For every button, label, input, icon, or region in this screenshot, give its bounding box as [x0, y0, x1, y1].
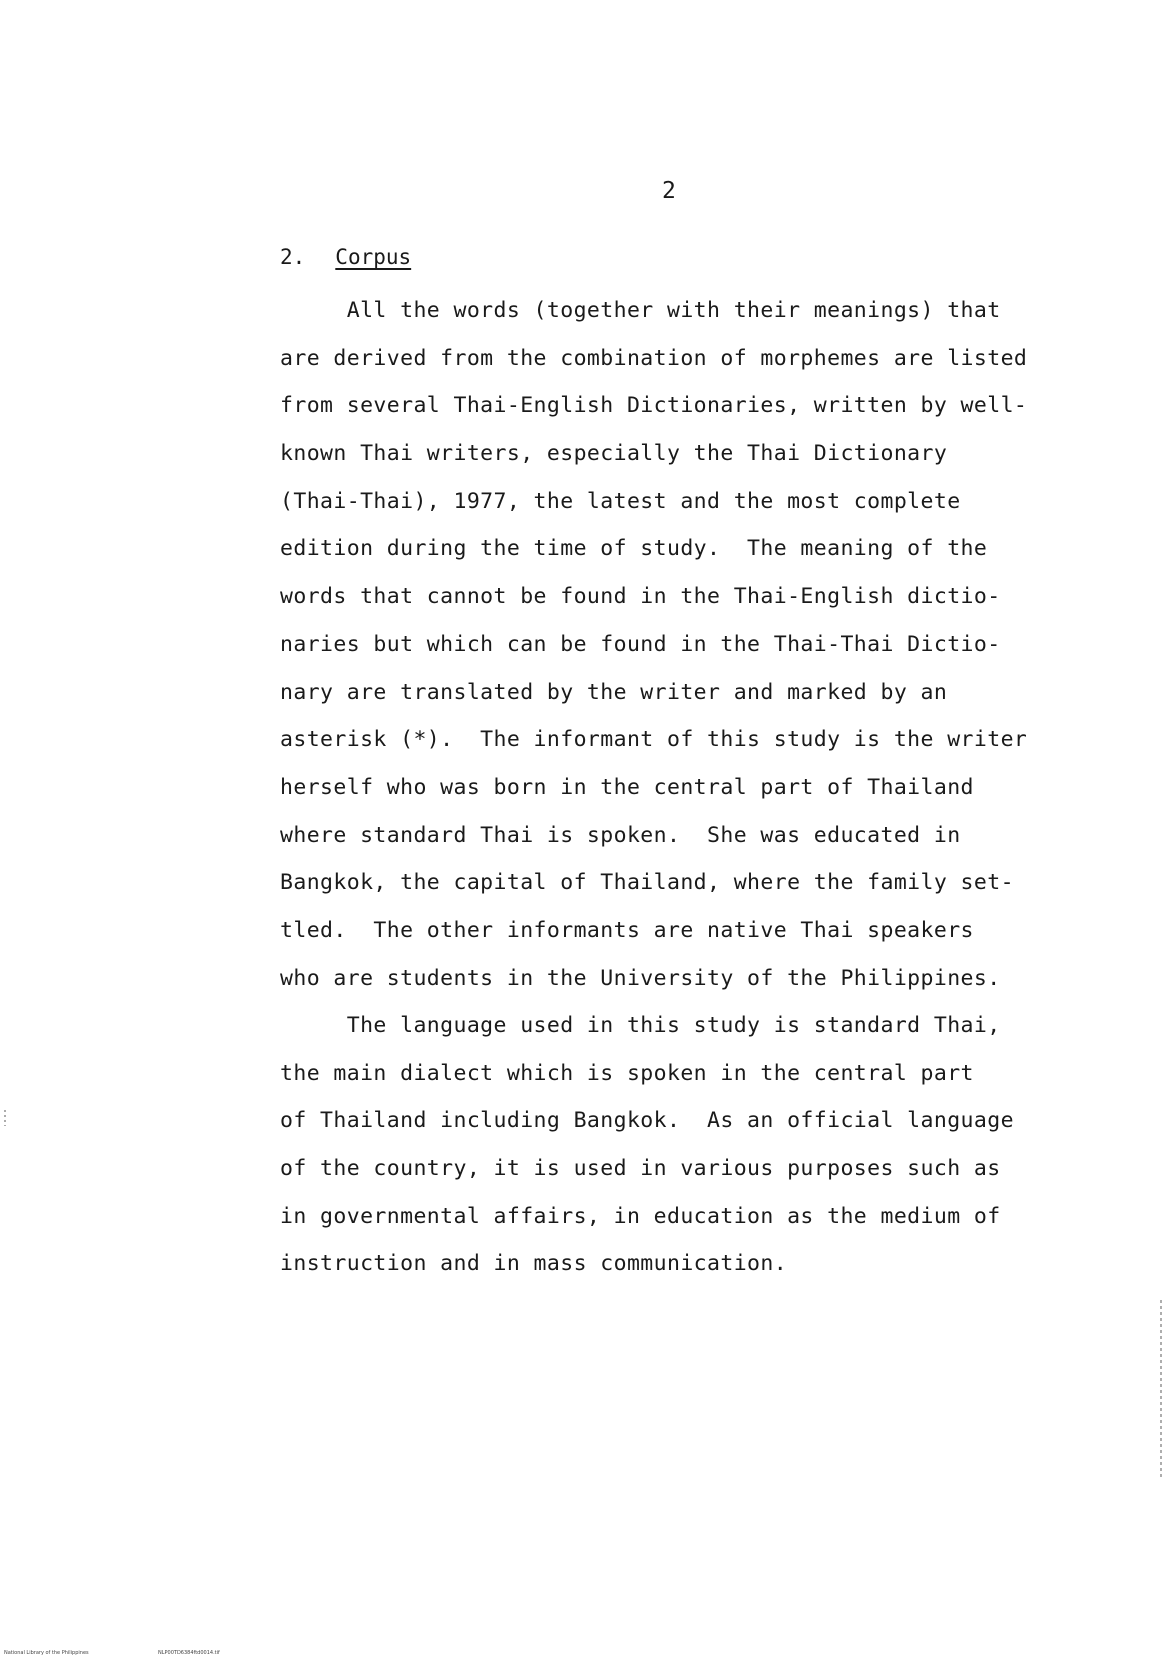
text-line: known Thai writers, especially the Thai Dictionary — [280, 441, 948, 467]
text-line: naries but which can be found in the Thai-Thai Dictio- — [280, 631, 1001, 657]
text-line: The language used in this study is standard Thai, — [280, 1013, 1001, 1038]
text-line: in governmental affairs, in education as the medium of — [280, 1203, 1001, 1229]
text-line: edition during the time of study. The meaning of the — [280, 536, 988, 562]
page-number: 2 — [662, 178, 676, 204]
text-line: nary are translated by the writer and marked by an — [280, 679, 948, 705]
section-title: Corpus — [335, 245, 412, 269]
text-line: (Thai-Thai), 1977, the latest and the most complete — [280, 488, 961, 514]
text-line: asterisk (*). The informant of this study is the writer — [280, 727, 1028, 753]
text-line: tled. The other informants are native Thai speakers — [280, 917, 974, 943]
footer-file-name: NLP00TD6384ftd0014.tif — [158, 1650, 220, 1656]
text-line: are derived from the combination of morphemes are listed — [280, 345, 1028, 371]
text-line: All the words (together with their meanings) that — [280, 298, 1001, 323]
text-line: Bangkok, the capital of Thailand, where the family set- — [280, 870, 1014, 896]
text-line: where standard Thai is spoken. She was educated in — [280, 822, 961, 848]
text-line: herself who was born in the central part of Thailand — [280, 774, 974, 800]
scan-edge-mark — [4, 1110, 6, 1126]
paragraph-corpus-sources — [280, 287, 1027, 1002]
footer-library-name: National Library of the Philippines — [4, 1650, 89, 1656]
text-line: instruction and in mass communication. — [280, 1251, 788, 1277]
text-line: who are students in the University of the Philippines. — [280, 965, 1001, 991]
text-line: of the country, it is used in various purposes such as — [280, 1156, 1001, 1182]
section-heading — [280, 245, 411, 269]
paragraph-language-used — [280, 1002, 1014, 1288]
text-line: words that cannot be found in the Thai-English dictio- — [280, 584, 1001, 610]
scan-edge-mark — [1160, 1300, 1162, 1480]
text-line: from several Thai-English Dictionaries, written by well- — [280, 393, 1028, 419]
text-line: the main dialect which is spoken in the central part — [280, 1060, 974, 1086]
text-line: of Thailand including Bangkok. As an official language — [280, 1108, 1014, 1134]
section-number: 2. — [280, 245, 306, 269]
